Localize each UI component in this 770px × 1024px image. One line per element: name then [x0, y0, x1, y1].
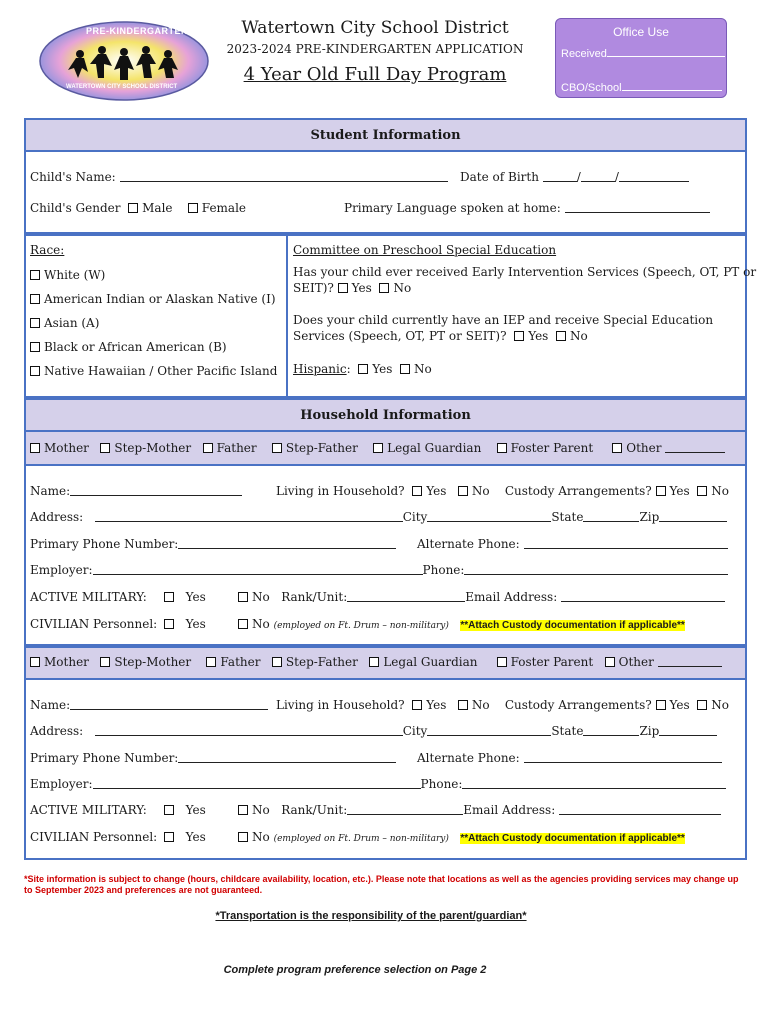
p2-other-label: Other: [618, 655, 654, 669]
p2-living-row: [276, 698, 729, 712]
p2-custody-yes-label: Yes: [669, 698, 690, 712]
p2-address-input[interactable]: [95, 724, 403, 736]
p2-phone-input[interactable]: [462, 777, 726, 789]
iep-question-line2: [293, 329, 588, 343]
asian-checkbox[interactable]: [30, 318, 40, 328]
p1-zip-label: Zip: [639, 510, 660, 524]
p2-living-no-checkbox[interactable]: [458, 700, 468, 710]
p1-guardian-checkbox[interactable]: [373, 443, 383, 453]
black-checkbox[interactable]: [30, 342, 40, 352]
p1-phone-label: Phone:: [422, 563, 465, 577]
p2-address-row: [30, 724, 717, 738]
p1-living-no-label: No: [471, 484, 490, 498]
p2-guardian-label: Legal Guardian: [383, 655, 478, 669]
p2-military-row: [30, 803, 147, 817]
p2-phone-row: [30, 751, 396, 765]
p2-mother-checkbox[interactable]: [30, 657, 40, 667]
p2-custody-no-label: No: [711, 698, 730, 712]
office-use-title: Office Use: [613, 25, 669, 39]
p1-rank-label: Rank/Unit:: [281, 590, 348, 604]
p1-employer-row: [30, 563, 728, 577]
p1-custody-doc-note: **Attach Custody documentation if applicable**: [460, 620, 685, 631]
p2-father-checkbox[interactable]: [206, 657, 216, 667]
p1-phone-row: [30, 537, 396, 551]
p2-zip-label: Zip: [639, 724, 660, 738]
p1-primary-phone-label: Primary Phone Number:: [30, 537, 179, 551]
p1-military-yes-label: Yes: [185, 590, 206, 604]
p2-living-no-label: No: [471, 698, 490, 712]
p1-living-yes-label: Yes: [426, 484, 447, 498]
child-name-input[interactable]: [120, 170, 448, 182]
hawaiian-label: Native Hawaiian / Other Pacific Island: [44, 364, 278, 378]
ei-no-checkbox[interactable]: [379, 283, 389, 293]
hispanic-row: Hispanic: Yes No: [293, 362, 432, 376]
p1-custody-no-checkbox[interactable]: [697, 486, 707, 496]
p2-guardian-checkbox[interactable]: [369, 657, 379, 667]
p1-zip-input[interactable]: [659, 510, 727, 522]
p2-email-input[interactable]: [559, 803, 721, 815]
p1-alt-phone-input[interactable]: [524, 537, 728, 549]
p2-other-checkbox[interactable]: [605, 657, 615, 667]
p1-military-no: [238, 590, 725, 604]
p2-alt-phone-input[interactable]: [524, 751, 722, 763]
p2-military-no-checkbox[interactable]: [238, 805, 248, 815]
p2-civilian-no-checkbox[interactable]: [238, 832, 248, 842]
student-info-title: Student Information: [310, 128, 461, 143]
p2-living-yes-label: Yes: [426, 698, 447, 712]
p1-civilian-row: [30, 617, 157, 631]
application-title: 2023-2024 PRE-KINDERGARTEN APPLICATION: [226, 42, 524, 56]
office-received-label: Received: [561, 48, 607, 60]
p1-state-label: State: [551, 510, 584, 524]
white-checkbox[interactable]: [30, 270, 40, 280]
office-received-line[interactable]: [607, 45, 725, 57]
p1-address-label: Address:: [30, 510, 84, 524]
p1-civilian-no: [238, 617, 685, 631]
p2-custody-label: Custody Arrangements?: [504, 698, 652, 712]
logo-bottom-text: WATERTOWN CITY SCHOOL DISTRICT: [66, 84, 178, 90]
next-page-note: Complete program preference selection on Page 2: [223, 964, 487, 976]
ei-question-text: SEIT)?: [293, 281, 334, 295]
p1-name-label: Name:: [30, 484, 71, 498]
p1-address-input[interactable]: [95, 510, 403, 522]
p1-stepmother-label: Step-Mother: [114, 441, 192, 455]
p1-military-options: [164, 590, 206, 604]
p2-employer-label: Employer:: [30, 777, 93, 791]
p2-civilian-options: [164, 830, 206, 844]
p2-name-row: [30, 698, 268, 712]
p2-civilian-yes-label: Yes: [185, 830, 206, 844]
black-label: Black or African American (B): [44, 340, 227, 354]
office-cbo-label: CBO/School: [561, 82, 622, 94]
p1-custody-yes-checkbox[interactable]: [656, 486, 666, 496]
dob-row: Date of Birth / /: [460, 170, 689, 184]
p2-military-no-label: No: [252, 803, 270, 817]
p2-stepmother-checkbox[interactable]: [100, 657, 110, 667]
p2-custody-yes-checkbox[interactable]: [656, 700, 666, 710]
p1-custody-no-label: No: [711, 484, 730, 498]
p1-stepfather-checkbox[interactable]: [272, 443, 282, 453]
iep-no-checkbox[interactable]: [556, 331, 566, 341]
female-checkbox[interactable]: [188, 203, 198, 213]
p1-state-input[interactable]: [583, 510, 639, 522]
p2-military-label: ACTIVE MILITARY:: [30, 803, 147, 817]
p1-civilian-label: CIVILIAN Personnel:: [30, 617, 158, 631]
iep-question-line1: Does your child currently have an IEP and receive Special Education: [293, 313, 714, 327]
p2-civilian-label: CIVILIAN Personnel:: [30, 830, 158, 844]
male-checkbox[interactable]: [128, 203, 138, 213]
p2-other-input[interactable]: [658, 655, 722, 667]
language-label: Primary Language spoken at home:: [344, 201, 561, 215]
p2-employer-input[interactable]: [93, 777, 421, 789]
indian-label: American Indian or Alaskan Native (I): [44, 292, 276, 306]
p2-state-label: State: [551, 724, 584, 738]
p1-stepfather-label: Step-Father: [285, 441, 358, 455]
p2-custody-no-checkbox[interactable]: [697, 700, 707, 710]
ei-yes-label: Yes: [351, 281, 372, 295]
site-info-notice: *Site information is subject to change (hours, childcare availability, location, etc.). Please note that locations as well as the agencies providing services may change up to September 2023 and preferences are not guaranteed.: [24, 874, 739, 895]
language-input[interactable]: [565, 201, 710, 213]
child-name-row: [30, 170, 448, 184]
parent2-relations: [30, 655, 722, 669]
p2-military-yes-label: Yes: [185, 803, 206, 817]
p1-civilian-yes-checkbox[interactable]: [164, 619, 174, 629]
dob-year-input[interactable]: [619, 170, 689, 182]
p2-living-label: Living in Household?: [276, 698, 405, 712]
p2-military-options: [164, 803, 206, 817]
p1-custody-label: Custody Arrangements?: [504, 484, 652, 498]
p2-father-label: Father: [220, 655, 261, 669]
p1-father-label: Father: [216, 441, 257, 455]
p2-stepmother-label: Step-Mother: [114, 655, 192, 669]
program-title: 4 Year Old Full Day Program: [243, 64, 507, 85]
cpse-heading: Committee on Preschool Special Education: [293, 243, 557, 257]
p1-rank-input[interactable]: [347, 590, 465, 602]
p1-living-yes-checkbox[interactable]: [412, 486, 422, 496]
p1-email-input[interactable]: [561, 590, 725, 602]
ei-question-line2: [293, 281, 411, 295]
p1-living-no-checkbox[interactable]: [458, 486, 468, 496]
p1-civilian-yes-label: Yes: [185, 617, 206, 631]
p2-stepfather-checkbox[interactable]: [272, 657, 282, 667]
p1-name-row: [30, 484, 242, 498]
ei-no-label: No: [393, 281, 412, 295]
p1-address-row: [30, 510, 727, 524]
p2-mother-label: Mother: [44, 655, 89, 669]
gender-row: [30, 201, 246, 215]
hispanic-no-label: No: [414, 362, 432, 376]
p1-civilian-no-checkbox[interactable]: [238, 619, 248, 629]
p1-name-input[interactable]: [70, 484, 242, 496]
district-title: Watertown City School District: [241, 18, 509, 38]
asian-label: Asian (A): [44, 316, 100, 330]
p1-other-input[interactable]: [665, 441, 725, 453]
p2-alt-phone-label: Alternate Phone:: [417, 751, 520, 765]
p2-alt-phone-row: [417, 751, 722, 765]
male-label: Male: [142, 201, 173, 215]
p1-alt-phone-row: [417, 537, 728, 551]
p2-custody-doc-note: **Attach Custody documentation if applicable**: [460, 833, 685, 844]
student-info-band: [24, 118, 747, 152]
race-black: [30, 340, 227, 354]
race-indian: [30, 292, 276, 306]
p2-city-label: City: [402, 724, 428, 738]
p1-employer-input[interactable]: [93, 563, 423, 575]
p2-primary-phone-label: Primary Phone Number:: [30, 751, 179, 765]
p1-guardian-label: Legal Guardian: [387, 441, 482, 455]
p1-employer-label: Employer:: [30, 563, 93, 577]
iep-yes-checkbox[interactable]: [514, 331, 524, 341]
office-use-box: [555, 18, 727, 98]
p1-mother-checkbox[interactable]: [30, 443, 40, 453]
p1-city-label: City: [402, 510, 428, 524]
p1-military-label: ACTIVE MILITARY:: [30, 590, 147, 604]
p1-alt-phone-label: Alternate Phone:: [417, 537, 520, 551]
p1-mother-label: Mother: [44, 441, 89, 455]
transportation-note: *Transportation is the responsibility of the parent/guardian*: [215, 910, 527, 922]
p1-military-yes-checkbox[interactable]: [164, 592, 174, 602]
p1-foster-label: Foster Parent: [510, 441, 594, 455]
p2-employed-note: (employed on Ft. Drum – non-military): [273, 834, 449, 844]
p2-name-input[interactable]: [70, 698, 268, 710]
p2-civilian-yes-checkbox[interactable]: [164, 832, 174, 842]
language-row: [344, 201, 710, 215]
p2-name-label: Name:: [30, 698, 71, 712]
household-info-title: Household Information: [300, 408, 471, 423]
race-hawaiian: [30, 364, 277, 378]
p1-military-no-checkbox[interactable]: [238, 592, 248, 602]
p1-email-label: Email Address:: [465, 590, 558, 604]
p2-city-input[interactable]: [427, 724, 551, 736]
p1-military-no-label: No: [252, 590, 270, 604]
hispanic-yes-label: Yes: [372, 362, 393, 376]
p1-custody-yes-label: Yes: [669, 484, 690, 498]
p2-email-label: Email Address:: [463, 803, 556, 817]
logo-top-text: PRE-KINDERGARTEN: [86, 26, 189, 36]
p1-foster-checkbox[interactable]: [497, 443, 507, 453]
p2-civilian-no: [238, 830, 685, 844]
race-asian: [30, 316, 99, 330]
hispanic-yes-checkbox[interactable]: [358, 364, 368, 374]
household-info-band: [24, 398, 747, 432]
iep-no-label: No: [569, 329, 588, 343]
p1-other-checkbox[interactable]: [612, 443, 622, 453]
p1-military-row: [30, 590, 147, 604]
p2-civilian-no-label: No: [252, 830, 270, 844]
child-name-label: Child's Name:: [30, 170, 116, 184]
p2-stepfather-label: Step-Father: [285, 655, 358, 669]
p1-father-checkbox[interactable]: [203, 443, 213, 453]
p1-living-label: Living in Household?: [276, 484, 405, 498]
p1-living-row: [276, 484, 729, 498]
gender-label: Child's Gender: [30, 201, 121, 215]
office-cbo-line[interactable]: [622, 79, 722, 91]
iep-yes-label: Yes: [528, 329, 549, 343]
dob-label: Date of Birth: [460, 170, 539, 184]
p2-rank-input[interactable]: [347, 803, 463, 815]
ei-yes-checkbox[interactable]: [338, 283, 348, 293]
p1-stepmother-checkbox[interactable]: [100, 443, 110, 453]
p1-other-label: Other: [626, 441, 662, 455]
indian-checkbox[interactable]: [30, 294, 40, 304]
p2-state-input[interactable]: [583, 724, 639, 736]
race-white: [30, 268, 105, 282]
hispanic-label: Hispanic: [293, 362, 347, 376]
ei-question-line1: Has your child ever received Early Intervention Services (Speech, OT, PT or: [293, 265, 757, 279]
p1-employed-note: (employed on Ft. Drum – non-military): [273, 621, 449, 631]
p1-civilian-options: [164, 617, 206, 631]
p2-zip-input[interactable]: [659, 724, 717, 736]
p2-employer-row: [30, 777, 726, 791]
p2-military-yes-checkbox[interactable]: [164, 805, 174, 815]
p1-phone-input[interactable]: [464, 563, 728, 575]
p2-military-no: [238, 803, 721, 817]
hawaiian-checkbox[interactable]: [30, 366, 40, 376]
dob-day-input[interactable]: [581, 170, 615, 182]
race-heading: Race:: [30, 243, 65, 257]
p1-civilian-no-label: No: [252, 617, 270, 631]
hispanic-no-checkbox[interactable]: [400, 364, 410, 374]
p2-civilian-row: [30, 830, 157, 844]
p2-foster-checkbox[interactable]: [497, 657, 507, 667]
p2-primary-phone-input[interactable]: [178, 751, 396, 763]
parent1-relations: [30, 441, 725, 455]
p2-address-label: Address:: [30, 724, 84, 738]
p1-primary-phone-input[interactable]: [178, 537, 396, 549]
female-label: Female: [201, 201, 247, 215]
p2-phone-label: Phone:: [420, 777, 463, 791]
p2-foster-label: Foster Parent: [510, 655, 594, 669]
white-label: White (W): [44, 268, 106, 282]
p2-rank-label: Rank/Unit:: [281, 803, 348, 817]
p1-city-input[interactable]: [427, 510, 551, 522]
iep-question-text: Services (Speech, OT, PT or SEIT)?: [293, 329, 507, 343]
p2-living-yes-checkbox[interactable]: [412, 700, 422, 710]
dob-month-input[interactable]: [543, 170, 577, 182]
student-info-box: [24, 152, 747, 234]
